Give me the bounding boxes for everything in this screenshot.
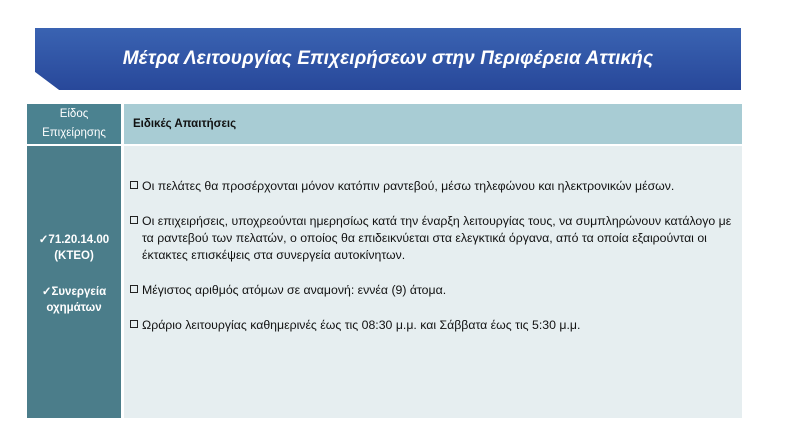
requirements-table bbox=[27, 104, 742, 418]
header-business-type-line1: Είδος bbox=[59, 108, 89, 120]
requirement-text: Ωράριο λειτουργίας καθημερινές έως τις 08:30 μ.μ. και Σάββατα έως τις 5:30 μ.μ. bbox=[142, 318, 581, 332]
header-business-type-line2: Επιχείρησης bbox=[42, 127, 106, 139]
business-type-item bbox=[27, 232, 121, 264]
requirement-item bbox=[130, 317, 735, 334]
header-separator-left bbox=[27, 144, 121, 146]
checkbox-bullet-icon bbox=[130, 181, 138, 189]
header-requirements: Ειδικές Απαιτήσεις bbox=[124, 104, 742, 144]
checkbox-bullet-icon bbox=[130, 216, 138, 224]
business-type-item bbox=[27, 284, 121, 316]
business-type-code: ✓71.20.14.00 bbox=[38, 234, 110, 246]
requirement-text: Οι επιχειρήσεις, υποχρεούνται ημερησίως κατά την έναρξη λειτουργίας τους, να συμπληρώνουν κατάλογο με τα ραντεβού των πελατών, ο οποίος θα επιδεικνύεται στα ελεγκτικά όργανα, από τα οποία εξαιρούνται οι έκτακτες επισκέψεις στα συνεργεία αυτοκίνητων. bbox=[142, 214, 732, 262]
requirement-item bbox=[130, 282, 735, 299]
requirement-text: Μέγιστος αριθμός ατόμων σε αναμονή: εννέα (9) άτομα. bbox=[142, 283, 447, 297]
business-type-code: ✓Συνεργεία bbox=[41, 286, 107, 298]
requirement-item bbox=[130, 213, 735, 264]
requirement-item bbox=[130, 178, 735, 195]
checkbox-bullet-icon bbox=[130, 285, 138, 293]
title-banner bbox=[35, 28, 741, 90]
requirements-list bbox=[130, 178, 735, 352]
page-title: Μέτρα Λειτουργίας Επιχειρήσεων στην Περιφέρεια Αττικής bbox=[122, 48, 654, 69]
business-type-desc: οχημάτων bbox=[46, 302, 102, 314]
requirement-text: Οι πελάτες θα προσέρχονται μόνον κατόπιν ραντεβού, μέσω τηλεφώνου και ηλεκτρονικών μέσων. bbox=[142, 179, 675, 193]
checkbox-bullet-icon bbox=[130, 320, 138, 328]
header-business-type bbox=[27, 104, 121, 144]
business-type-desc: (ΚΤΕΟ) bbox=[54, 250, 94, 262]
business-type-list bbox=[27, 232, 121, 316]
